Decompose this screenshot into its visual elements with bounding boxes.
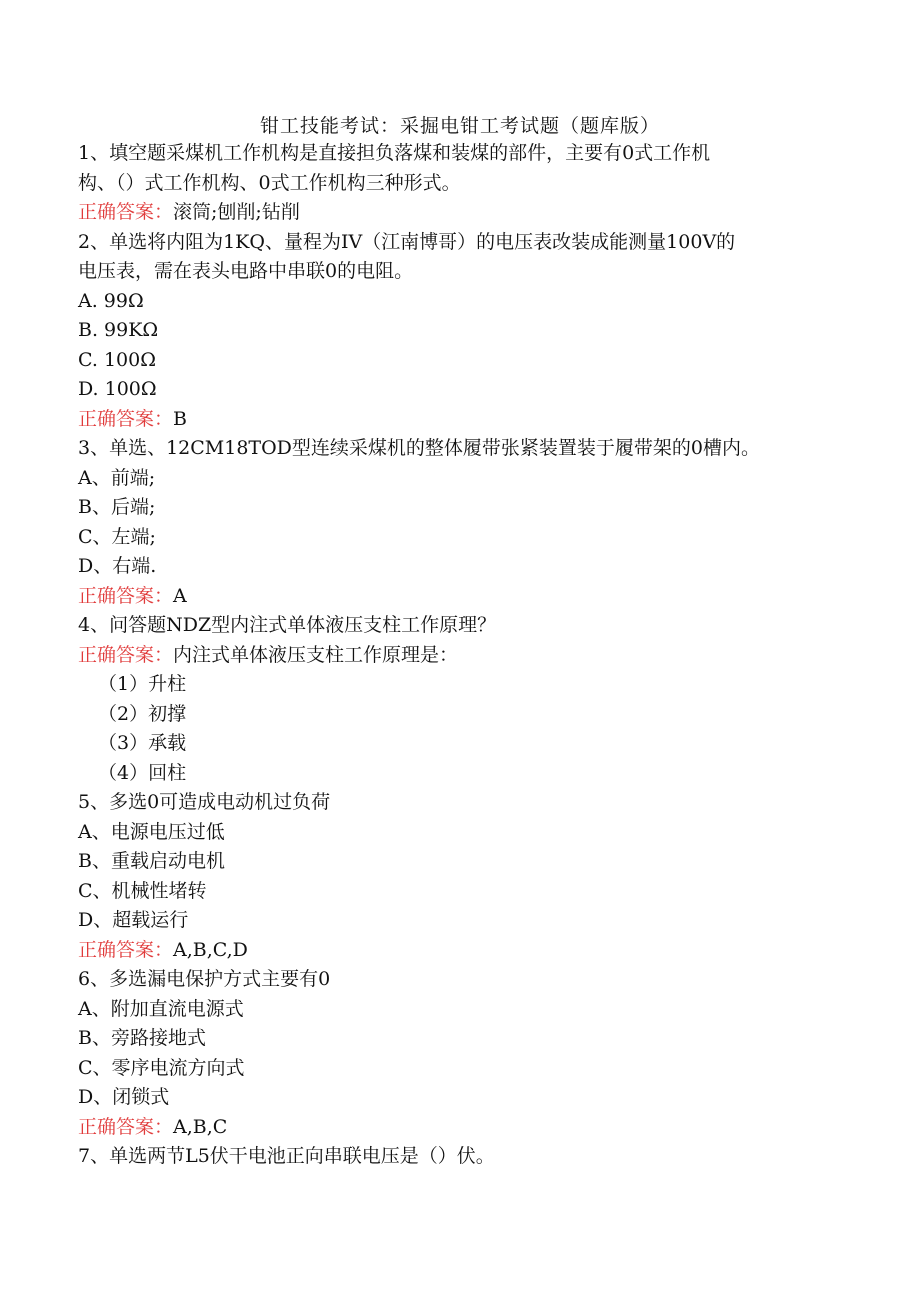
answer-line — [78, 405, 838, 435]
question-line: A、附加直流电源式 — [78, 997, 244, 1020]
answer-text: A — [173, 584, 187, 607]
answer-label: 正确答案： — [78, 1115, 174, 1138]
question-line: C、左端; — [78, 525, 156, 548]
document-title: 钳工技能考试：采掘电钳工考试题（题库版） — [259, 115, 660, 137]
question-line: C. 100Ω — [78, 348, 156, 371]
question-line: 1、填空题采煤机工作机构是直接担负落煤和装煤的部件，主要有0式工作机 — [78, 142, 711, 164]
question-line: 构、（）式工作机构、0式工作机构三种形式。 — [78, 171, 461, 194]
answer-text: 滚筒;刨削;钻削 — [173, 201, 300, 223]
answer-label: 正确答案： — [78, 584, 174, 607]
question-line: B、后端; — [78, 496, 156, 518]
question-line: D、右端. — [78, 555, 157, 577]
answer-step-line: （4）回柱 — [98, 761, 187, 784]
question-line: A. 99Ω — [78, 289, 144, 312]
question-line: 5、多选0可造成电动机过负荷 — [78, 791, 331, 813]
question-line: 7、单选两节L5伏干电池正向串联电压是（）伏。 — [78, 1145, 495, 1167]
answer-text: 内注式单体液压支柱工作原理是： — [173, 643, 459, 666]
answer-step-line: （2）初撑 — [98, 702, 187, 725]
question-line: 6、多选漏电保护方式主要有0 — [78, 968, 331, 990]
answer-label: 正确答案： — [78, 407, 174, 430]
answer-text: B — [173, 407, 187, 430]
question-line: B、重载启动电机 — [78, 850, 225, 872]
answer-label: 正确答案： — [78, 938, 174, 961]
answer-line — [78, 1113, 838, 1143]
answer-line — [78, 582, 838, 612]
question-line: 2、单选将内阻为1KQ、量程为IV（江南博哥）的电压表改装成能测量100V的 — [78, 230, 736, 253]
answer-text: A,B,C — [173, 1115, 228, 1138]
question-line: D、闭锁式 — [78, 1086, 170, 1108]
answer-label: 正确答案： — [78, 201, 174, 223]
answer-step-line: （1）升柱 — [98, 673, 187, 695]
question-line: 3、单选、12CM18TOD型连续采煤机的整体履带张紧装置装于履带架的0槽内。 — [78, 437, 761, 459]
question-line: D. 100Ω — [78, 378, 157, 400]
question-line: 4、问答题NDZ型内注式单体液压支柱工作原理？ — [78, 614, 497, 636]
question-line: A、电源电压过低 — [78, 820, 225, 843]
answer-line — [78, 936, 838, 966]
question-line: B、旁路接地式 — [78, 1027, 206, 1049]
answer-line — [78, 198, 838, 228]
answer-line — [78, 641, 838, 671]
question-line: C、零序电流方向式 — [78, 1056, 245, 1079]
question-line: C、机械性堵转 — [78, 879, 207, 902]
question-line: A、前端; — [78, 466, 156, 489]
question-line: B. 99KΩ — [78, 319, 159, 341]
document-body — [78, 139, 838, 1172]
answer-step-line: （3）承载 — [98, 732, 187, 754]
question-line: D、超载运行 — [78, 909, 189, 931]
answer-text: A,B,C,D — [173, 938, 248, 961]
question-line: 电压表，需在表头电路中串联0的电阻。 — [78, 260, 414, 282]
answer-label: 正确答案： — [78, 643, 174, 666]
